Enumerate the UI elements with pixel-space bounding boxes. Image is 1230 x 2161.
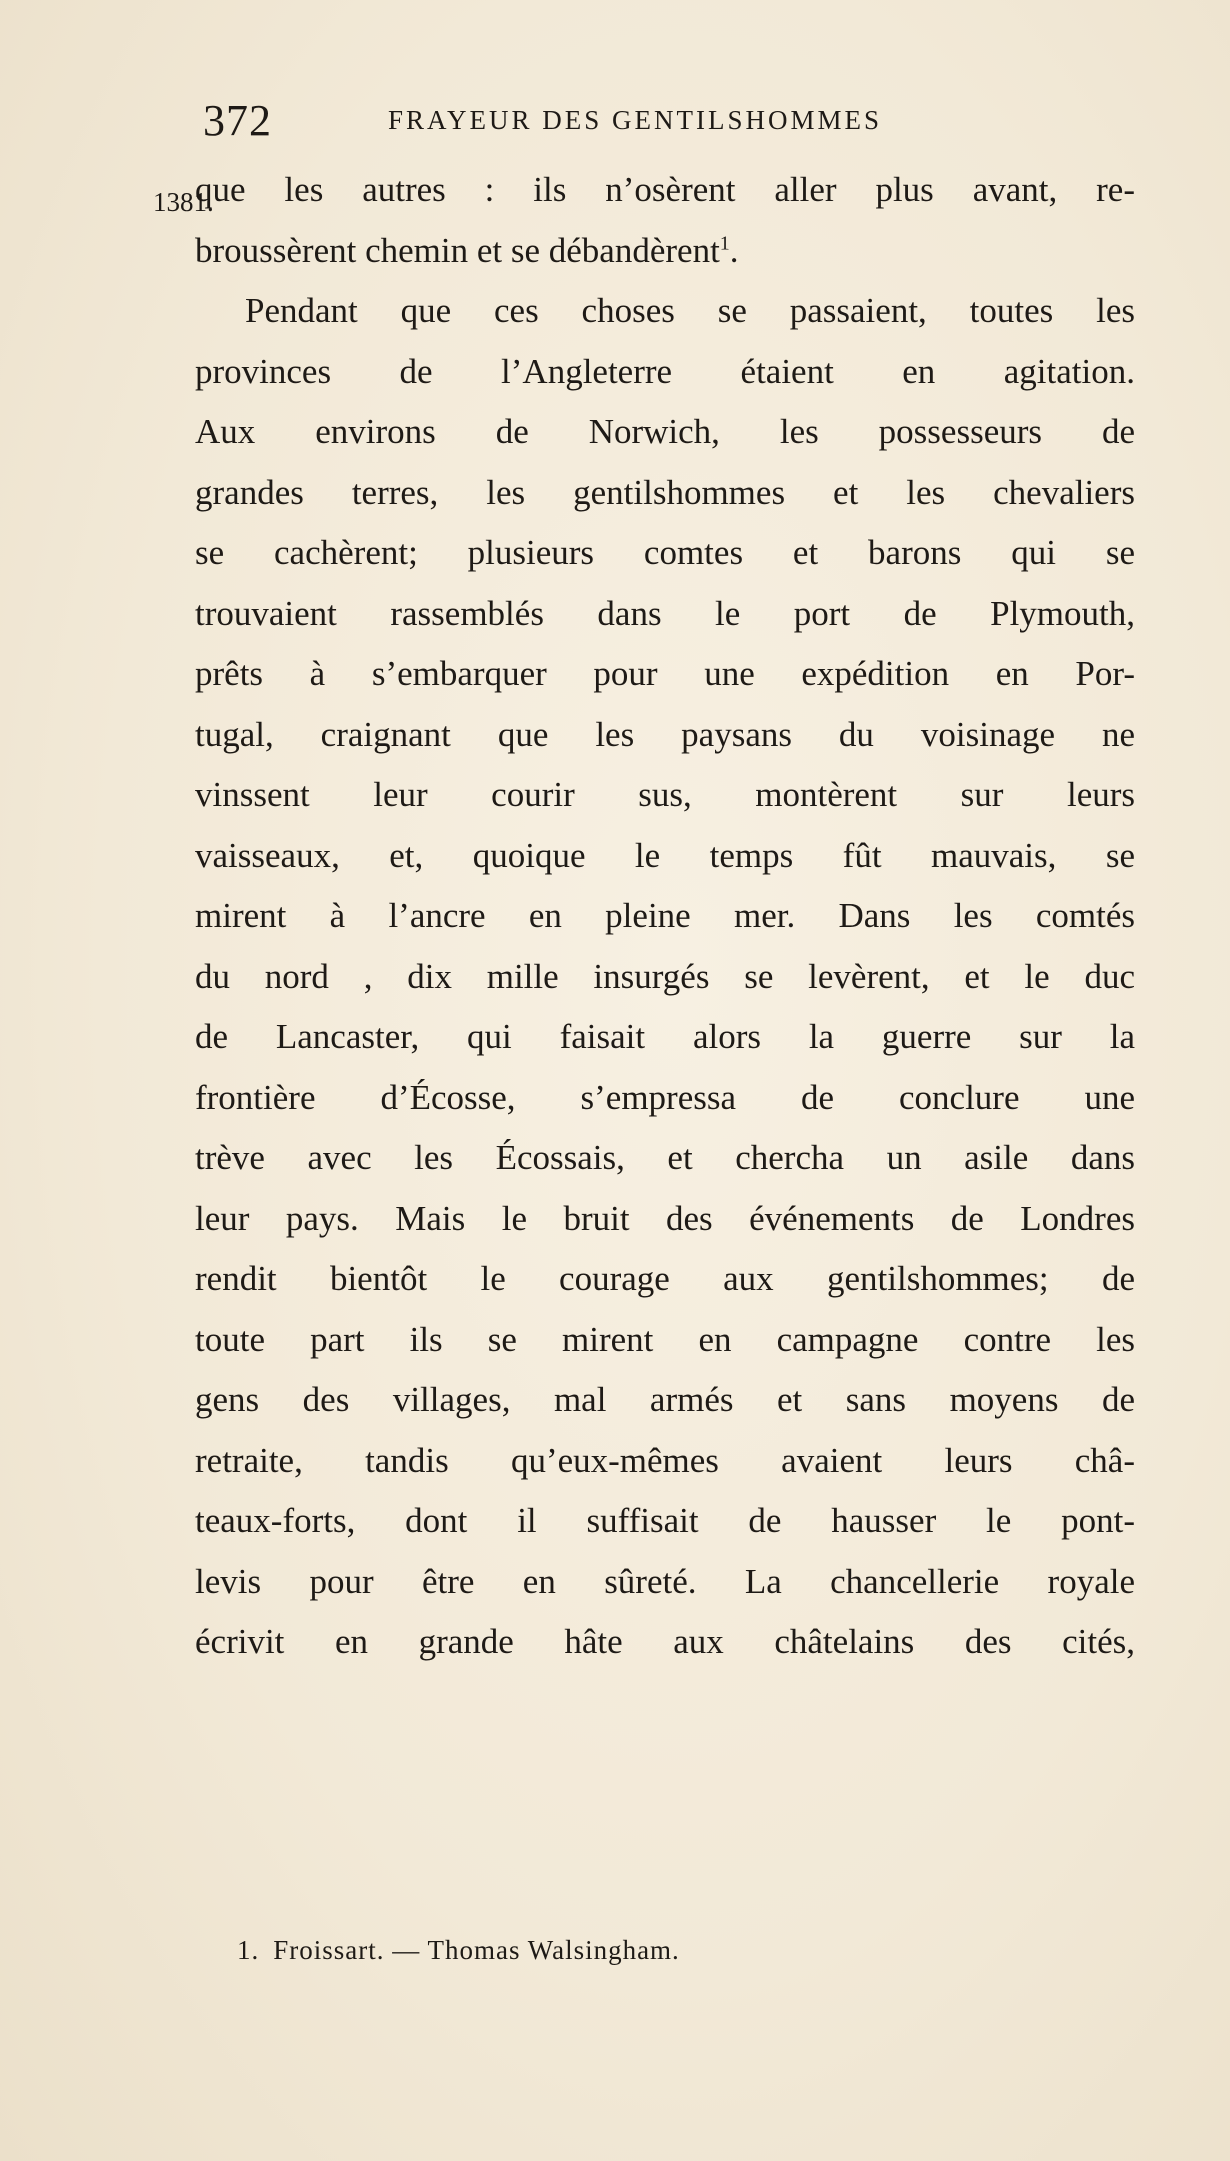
text-line: prêts à s’embarquer pour une expédition en Por-	[195, 654, 1135, 693]
text-line: retraite, tandis qu’eux-mêmes avaient leurs châ-	[195, 1440, 1135, 1480]
footnote-text: Froissart. — Thomas Walsingham.	[273, 1935, 680, 1965]
footnote-number: 1.	[237, 1935, 260, 1965]
text-line: toute part ils se mirent en campagne contre les	[195, 1319, 1135, 1359]
running-title: FRAYEUR DES GENTILSHOMMES	[388, 105, 883, 135]
text-line: mirent à l’ancre en pleine mer. Dans les comtés	[195, 896, 1135, 935]
footnote	[237, 1935, 680, 1966]
text-line: écrivit en grande hâte aux châtelains des cités,	[195, 1622, 1135, 1661]
footnote-marker: 1	[719, 231, 730, 254]
text-line: rendit bientôt le courage aux gentilshommes; de	[195, 1259, 1135, 1298]
text-line: se cachèrent; plusieurs comtes et barons qui se	[195, 533, 1135, 572]
text-line: frontière d’Écosse, s’empressa de conclure une	[195, 1077, 1135, 1117]
text-line-content: broussèrent chemin et se débandèrent	[195, 230, 720, 270]
text-line: vinssent leur courir sus, montèrent sur leurs	[195, 775, 1135, 814]
text-line: Aux environs de Norwich, les possesseurs de	[195, 412, 1135, 451]
text-line: vaisseaux, et, quoique le temps fût mauvais, se	[195, 835, 1135, 875]
text-line-tail: .	[729, 230, 739, 270]
text-line: provinces de l’Angleterre étaient en agitation.	[195, 351, 1135, 391]
margin-year-note: 1381.	[153, 187, 214, 217]
text-line: teaux-forts, dont il suffisait de hausser le pont-	[195, 1501, 1135, 1540]
text-line: que les autres : ils n’osèrent aller plus avant, re-	[195, 170, 1135, 209]
text-line: levis pour être en sûreté. La chancellerie royale	[195, 1561, 1135, 1601]
text-line: leur pays. Mais le bruit des événements de Londres	[195, 1198, 1135, 1238]
text-line: du nord , dix mille insurgés se levèrent, et le duc	[195, 956, 1135, 996]
running-head	[0, 95, 1230, 145]
page-number: 372	[203, 96, 272, 145]
text-line: tugal, craignant que les paysans du voisinage ne	[195, 714, 1135, 754]
text-line: Pendant que ces choses se passaient, toutes les	[245, 291, 1135, 330]
text-line: de Lancaster, qui faisait alors la guerre sur la	[195, 1017, 1135, 1056]
text-line: gens des villages, mal armés et sans moyens de	[195, 1380, 1135, 1419]
text-line	[195, 221, 1135, 282]
text-line: grandes terres, les gentilshommes et les chevaliers	[195, 472, 1135, 512]
text-line: trouvaient rassemblés dans le port de Plymouth,	[195, 593, 1135, 633]
text-line: trève avec les Écossais, et chercha un asile dans	[195, 1138, 1135, 1177]
body-text	[195, 160, 1135, 1673]
